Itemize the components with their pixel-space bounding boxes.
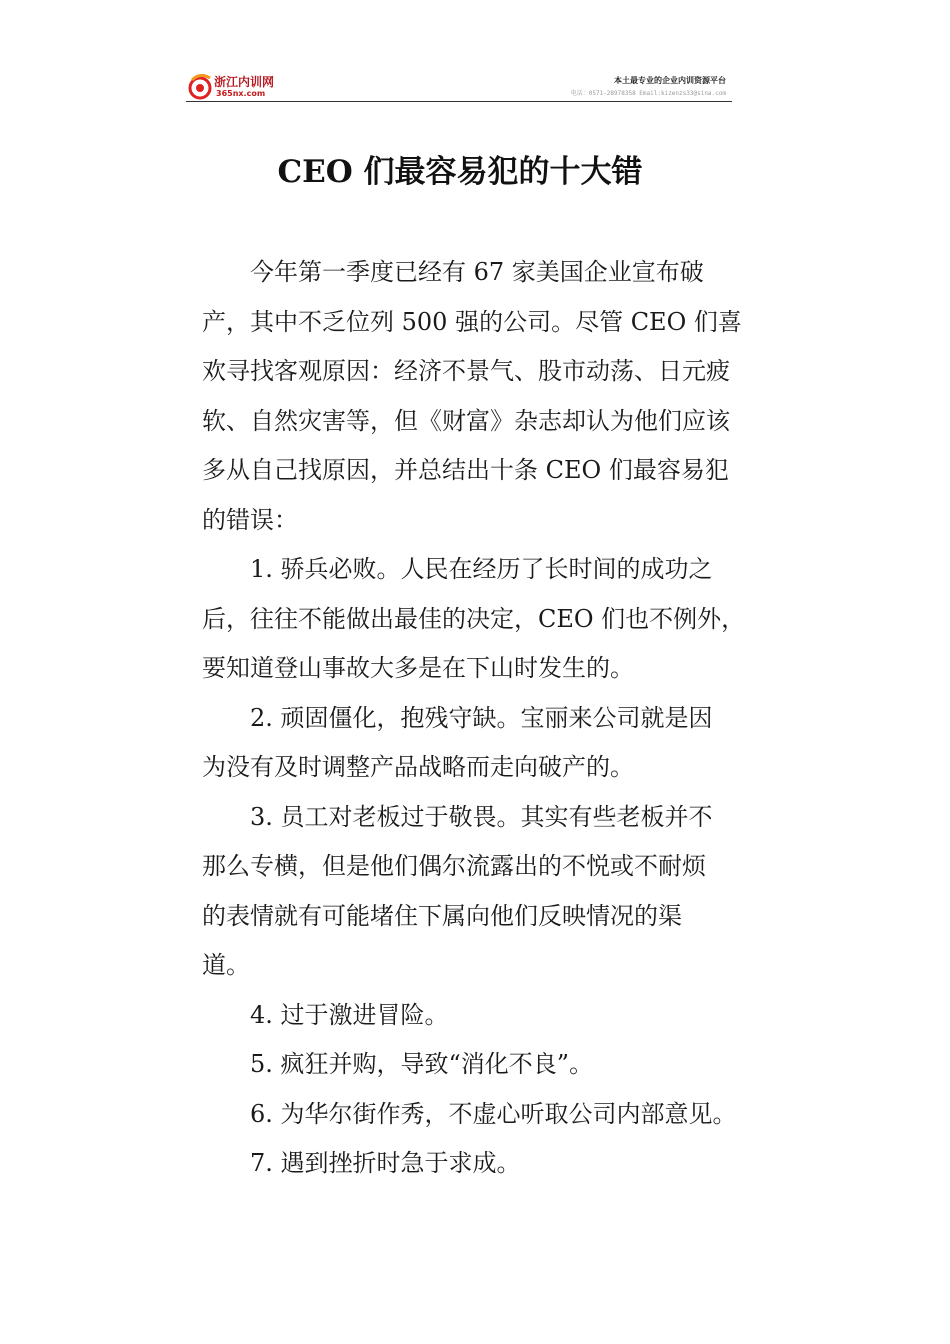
paragraph-line: 那么专横，但是他们偶尔流露出的不悦或不耐烦 bbox=[202, 852, 706, 880]
document-title: CEO 们最容易犯的十大错 bbox=[277, 154, 643, 190]
document-body bbox=[202, 248, 762, 1189]
paragraph-line: 软、自然灾害等，但《财富》杂志却认为他们应该 bbox=[202, 406, 730, 435]
paragraph-line: 6. 为华尔街作秀，不虚心听取公司内部意见。 bbox=[250, 1099, 737, 1128]
site-logo bbox=[186, 70, 296, 100]
paragraph-line: 为没有及时调整产品战略而走向破产的。 bbox=[202, 753, 634, 781]
paragraph-line: 1. 骄兵必败。人民在经历了长时间的成功之 bbox=[250, 555, 713, 583]
logo-name: 浙江内训网 bbox=[214, 75, 275, 89]
paragraph-line: 的表情就有可能堵住下属向他们反映情况的渠 bbox=[202, 901, 682, 930]
paragraph-line: 后，往往不能做出最佳的决定，CEO 们也不例外， bbox=[202, 604, 746, 633]
paragraph bbox=[202, 694, 762, 793]
paragraph bbox=[202, 248, 762, 545]
paragraph-line: 要知道登山事故大多是在下山时发生的。 bbox=[202, 654, 634, 682]
paragraph-line: 3. 员工对老板过于敬畏。其实有些老板并不 bbox=[250, 802, 713, 831]
paragraph bbox=[202, 1139, 762, 1189]
paragraph-line: 今年第一季度已经有 67 家美国企业宣布破 bbox=[250, 258, 704, 286]
header-slogan: 本土最专业的企业内训资源平台 bbox=[614, 76, 726, 85]
paragraph bbox=[202, 1090, 762, 1140]
paragraph bbox=[202, 793, 762, 991]
paragraph bbox=[202, 545, 762, 694]
paragraph-line: 产，其中不乏位列 500 强的公司。尽管 CEO 们喜 bbox=[202, 307, 742, 336]
paragraph-line: 多从自己找原因，并总结出十条 CEO 们最容易犯 bbox=[202, 456, 729, 484]
paragraph-line: 2. 顽固僵化，抱残守缺。宝丽来公司就是因 bbox=[250, 703, 713, 732]
paragraph bbox=[202, 991, 762, 1041]
paragraph-line: 欢寻找客观原因：经济不景气、股市动荡、日元疲 bbox=[202, 357, 730, 385]
paragraph-line: 的错误： bbox=[202, 505, 298, 534]
page-header bbox=[186, 66, 732, 106]
paragraph bbox=[202, 1040, 762, 1090]
paragraph-line: 道。 bbox=[202, 951, 250, 979]
logo-swirl-icon bbox=[186, 72, 216, 100]
paragraph-line: 5. 疯狂并购，导致“消化不良”。 bbox=[250, 1050, 594, 1078]
logo-site: 365nx.com bbox=[216, 89, 266, 98]
paragraph-line: 4. 过于激进冒险。 bbox=[250, 1000, 449, 1029]
header-rule bbox=[186, 101, 732, 102]
header-contact: 电话：0571-28978358 Email:kizenzs33@sina.com bbox=[570, 90, 726, 97]
paragraph-line: 7. 遇到挫折时急于求成。 bbox=[250, 1149, 521, 1177]
